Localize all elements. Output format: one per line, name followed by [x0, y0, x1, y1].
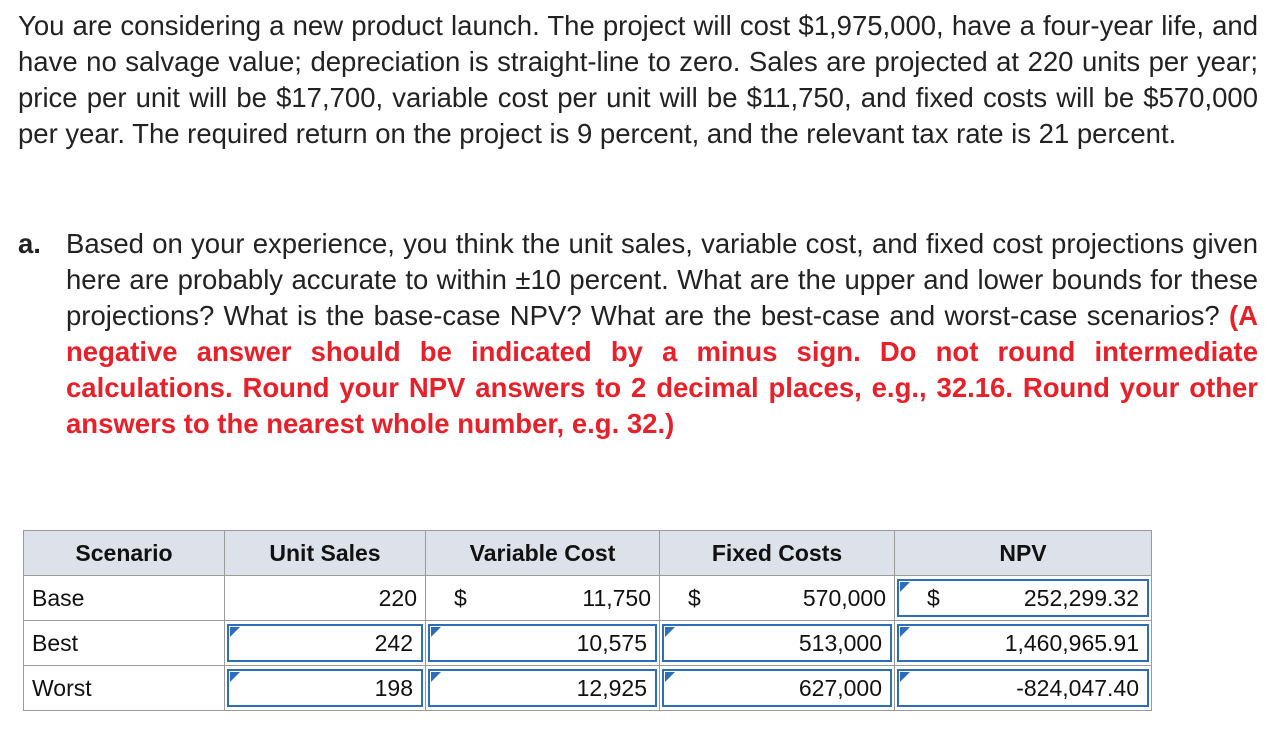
header-npv: NPV [895, 531, 1152, 576]
fixed-costs-base [660, 576, 895, 621]
scenario-table [23, 530, 1152, 711]
npv-base-cell [895, 576, 1152, 621]
input-marker-icon [230, 627, 240, 637]
question-letter: a. [18, 228, 41, 259]
variable-cost-base [426, 576, 660, 621]
scenario-label-best: Best [24, 621, 225, 666]
variable-cost-best-input[interactable] [428, 624, 657, 662]
variable-cost-best-value: 10,575 [576, 629, 647, 656]
header-scenario: Scenario [24, 531, 225, 576]
currency-symbol: $ [688, 584, 701, 611]
fixed-costs-worst-cell [660, 666, 895, 711]
npv-worst-cell [895, 666, 1152, 711]
fixed-costs-base-value: 570,000 [802, 584, 886, 611]
npv-best-cell [895, 621, 1152, 666]
unit-sales-base-value: 220 [378, 584, 417, 611]
unit-sales-best-input[interactable] [227, 624, 423, 662]
input-marker-icon [900, 582, 910, 592]
variable-cost-worst-cell [426, 666, 660, 711]
variable-cost-worst-value: 12,925 [576, 674, 647, 701]
unit-sales-base [225, 576, 426, 621]
input-marker-icon [900, 672, 910, 682]
question-body [66, 226, 1258, 442]
npv-worst-input[interactable] [897, 669, 1149, 707]
currency-symbol: $ [927, 584, 940, 611]
variable-cost-best-cell [426, 621, 660, 666]
npv-best-input[interactable] [897, 624, 1149, 662]
unit-sales-worst-input[interactable] [227, 669, 423, 707]
npv-base-value: 252,299.32 [1023, 584, 1139, 611]
input-marker-icon [431, 672, 441, 682]
header-fixed-costs: Fixed Costs [660, 531, 895, 576]
input-marker-icon [665, 627, 675, 637]
table-row-best [24, 621, 1152, 666]
npv-base-input[interactable] [897, 579, 1149, 617]
input-marker-icon [665, 672, 675, 682]
table-header-row [24, 531, 1152, 576]
input-marker-icon [230, 672, 240, 682]
fixed-costs-worst-input[interactable] [662, 669, 892, 707]
scenario-label-worst: Worst [24, 666, 225, 711]
npv-worst-value: -824,047.40 [1016, 674, 1139, 701]
currency-symbol: $ [454, 584, 467, 611]
question-a [18, 226, 1258, 442]
variable-cost-base-value: 11,750 [582, 584, 651, 611]
header-unit-sales: Unit Sales [225, 531, 426, 576]
header-variable-cost: Variable Cost [426, 531, 660, 576]
unit-sales-best-cell [225, 621, 426, 666]
scenario-label-base: Base [24, 576, 225, 621]
table-row-worst [24, 666, 1152, 711]
unit-sales-worst-value: 198 [374, 674, 413, 701]
question-text: Based on your experience, you think the unit sales, variable cost, and fixed cost projections given here are probably accurate to within ±10 percent. What are the upper and lower bounds for these projections? What is the base-case NPV? What are the best-case and worst-case scenarios? [66, 228, 1258, 331]
npv-best-value: 1,460,965.91 [1004, 629, 1139, 656]
table-row-base [24, 576, 1152, 621]
variable-cost-worst-input[interactable] [428, 669, 657, 707]
fixed-costs-best-input[interactable] [662, 624, 892, 662]
answer-instructions: (A negative answer should be indicated by a minus sign. Do not round intermediate calculations. Round your NPV answers to 2 decimal places, e.g., 32.16. Round your other answers to the nearest whole number, e.g. 32.) [66, 300, 1259, 439]
fixed-costs-best-cell [660, 621, 895, 666]
fixed-costs-best-value: 513,000 [798, 629, 882, 656]
input-marker-icon [431, 627, 441, 637]
unit-sales-best-value: 242 [374, 629, 413, 656]
unit-sales-worst-cell [225, 666, 426, 711]
problem-statement: You are considering a new product launch. The project will cost $1,975,000, have a four-year life, and have no salvage value; depreciation is straight-line to zero. Sales are projected at 220 units per year; price per unit will be $17,700, variable cost per unit will be $11,750, and fixed costs will be $570,000 per year. The required return on the project is 9 percent, and the relevant tax rate is 21 percent. [18, 10, 1258, 149]
input-marker-icon [900, 627, 910, 637]
fixed-costs-worst-value: 627,000 [798, 674, 882, 701]
